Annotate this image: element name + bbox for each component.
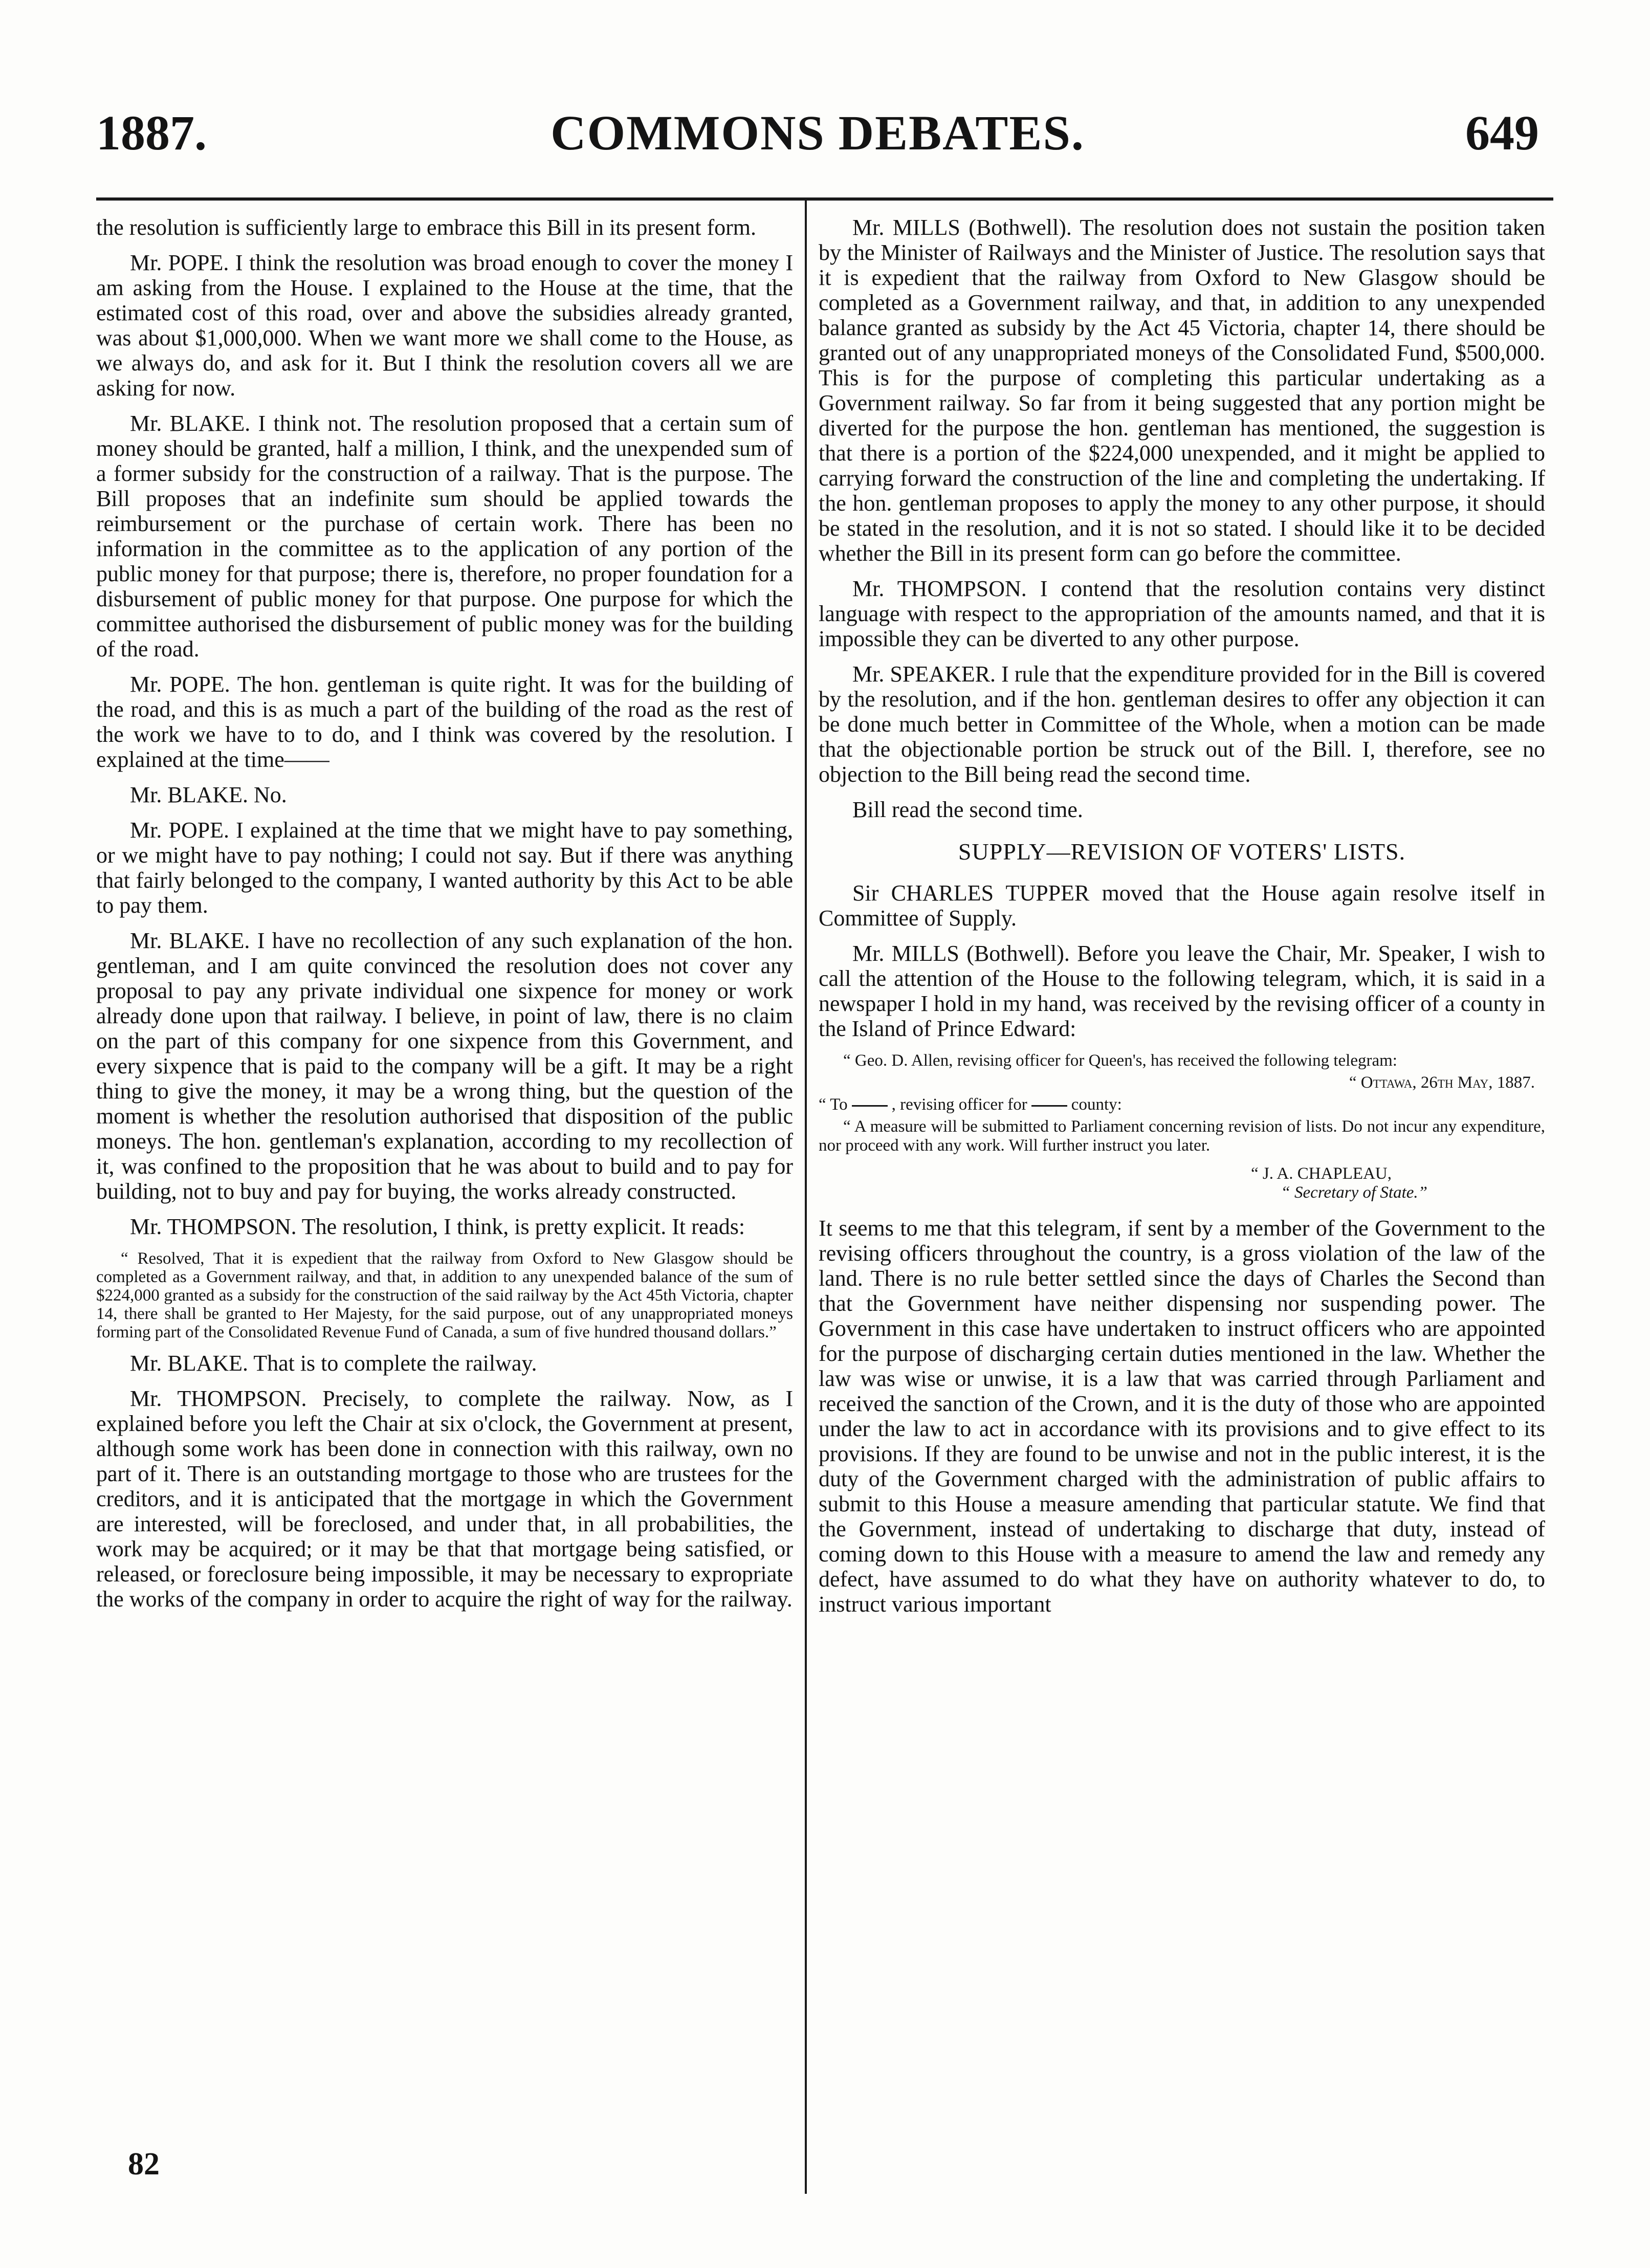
paragraph: Mr. POPE. I think the resolution was broad enough to cover the money I am asking from the House. I explained to the House at the time, that the estimated cost of this road, over and above the subsidies already granted, was about $1,000,000. When we want more we shall come to the House, as we always do, and ask for it. But I think the resolution covers all we are asking for now. [96,250,793,401]
paragraph: Mr. BLAKE. That is to complete the railway. [130,1351,537,1376]
telegram-to-mid: , revising officer for [891,1095,1027,1114]
right-column [819,215,1545,1627]
paragraph: Mr. BLAKE. I have no recollection of any such explanation of the hon. gentleman, and I am quite convinced the resolution does not cover any proposal to pay any private individual one sixpence for money or work already done upon that railway. I believe, in point of law, there is no claim on the part of this company for one sixpence from this Government, and every sixpence that is paid to the company will be a gift. It may be a right thing to give the money, it may be a wrong thing, but the question of the moment is whether the resolution authorised that disposition of the public moneys. The hon. gentleman's explanation, according to my recollection of it, was confined to the proposition that he was about to build and to pay for building, not to buy and pay for buying, the works already constructed. [96,928,793,1204]
telegram-body: “ A measure will be submitted to Parliament concerning revision of lists. Do not incur any expenditure, nor proceed with any work. Will further instruct you later. [819,1117,1545,1155]
paragraph: Mr. BLAKE. No. [130,782,287,807]
paragraph: It seems to me that this telegram, if sent by a member of the Government to the revising officers throughout the country, is a gross violation of the law of the land. There is no rule better settled since the days of Charles the Second than that the Government have neither dispensing nor suspending power. The Government in this case have undertaken to instruct officers who are appointed for the purpose of discharging certain duties mentioned in the law. Whether the law was wise or unwise, it is a law that was carried through Parliament and received the sanction of the Crown, and it is the duty of those who are appointed under the law to act in accordance with its provisions and to give effect to its provisions. If they are found to be unwise and not in the public interest, it is the duty of the Government charged with the administration of public affairs to submit to this House a measure amending that particular statute. We find that the Government, instead of undertaking to discharge that duty, instead of coming down to this House with a measure to amend the law and remedy any defect, have assumed to do what they have on authority whatever to do, to instruct various important [819,1216,1545,1617]
paragraph: Mr. MILLS (Bothwell). Before you leave the Chair, Mr. Speaker, I wish to call the attention of the House to the following telegram, which, it is said in a newspaper I hold in my hand, was received by the revising officer of a county in the Island of Prince Edward: [819,941,1545,1041]
telegram [819,1051,1545,1202]
blank-line [852,1105,888,1107]
telegram-signature-title: “ Secretary of State.” [1281,1183,1427,1202]
paragraph: Mr. THOMPSON. Precisely, to complete the railway. Now, as I explained before you left the Chair at six o'clock, the Government at present, although some work has been done in connection with this railway, own no part of it. There is an outstanding mortgage to those who are trustees for the creditors, and it is anticipated that the mortgage in which the Government are interested, will be foreclosed, and under that, in all probabilities, the work may be acquired; or it may be that that mortgage being satisfied, or released, or foreclosure being impossible, it may be necessary to expropriate the works of the company in order to acquire the right of way for the railway. [96,1386,793,1612]
paragraph: Mr. THOMPSON. I contend that the resolution contains very distinct language with respect to the appropriation of the amounts named, and that it is impossible they can be diverted to any other purpose. [819,576,1545,651]
blank-line [1031,1105,1067,1107]
header-rule [96,197,1553,201]
header-page-number: 649 [1465,105,1539,160]
telegram-addressee [819,1095,1545,1114]
section-heading: SUPPLY—REVISION OF VOTERS' LISTS. [958,839,1406,865]
header-year: 1887. [96,105,207,160]
telegram-to-suffix: county: [1071,1095,1122,1114]
paragraph: Bill read the second time. [852,797,1083,822]
telegram-signature: “ J. A. CHAPLEAU, [1250,1164,1392,1183]
telegram-intro: “ Geo. D. Allen, revising officer for Queen's, has received the following telegram: [843,1051,1397,1070]
telegram-to-prefix: “ To [819,1095,848,1114]
header-title: COMMONS DEBATES. [551,105,1085,160]
paragraph: the resolution is sufficiently large to embrace this Bill in its present form. [96,215,757,240]
left-column [96,215,793,1622]
column-divider [805,201,807,2194]
page-header [96,105,1539,161]
paragraph: Mr. BLAKE. I think not. The resolution proposed that a certain sum of money should be granted, half a million, I think, and the unexpended sum of a former subsidy for the construction of a railway. That is the purpose. The Bill proposes that an indefinite sum should be applied towards the reimbursement or the purchase of certain work. There has been no information in the committee as to the application of any portion of the public money for that purpose; there is, therefore, no proper foundation for a disbursement of public money for that purpose. One purpose for which the committee authorised the disbursement of public money was for the building of the road. [96,411,793,662]
paragraph: Mr. POPE. I explained at the time that we might have to pay something, or we might have to pay nothing; I could not say. But if there was anything that fairly belonged to the company, I wanted authority by this Act to be able to pay them. [96,818,793,918]
paragraph: Mr. SPEAKER. I rule that the expenditure provided for in the Bill is covered by the resolution, and if the hon. gentleman desires to offer any objection it can be done much better in Committee of the Whole, when a motion can be made that the objectionable portion be struck out of the Bill. I, therefore, see no objection to the Bill being read the second time. [819,662,1545,787]
footer-folio: 82 [128,2147,160,2182]
paragraph: Mr. THOMPSON. The resolution, I think, is pretty explicit. It reads: [130,1214,745,1239]
paragraph: Mr. MILLS (Bothwell). The resolution does not sustain the position taken by the Minister of Railways and the Minister of Justice. The resolution says that it is expedient that the railway from Oxford to New Glasgow should be completed as a Government railway, and that, in addition to any unexpended balance granted as subsidy by the Act 45 Victoria, chapter 14, there should be granted out of any unappropriated moneys of the Consolidated Fund, $500,000. This is for the purpose of completing this particular undertaking as a Government railway. So far from it being suggested that any portion might be diverted for the purpose the hon. gentleman has mentioned, the suggestion is that there is a portion of the $224,000 unexpended, and it might be applied to carrying forward the construction of the line and completing the undertaking. If the hon. gentleman proposes to apply the money to any other purpose, it should be stated in the resolution, and it is not so stated. I should like it to be decided whether the Bill in its present form can go before the committee. [819,215,1545,566]
telegram-dateline: “ Ottawa, 26th May, 1887. [1349,1073,1535,1092]
resolution-quote: “ Resolved, That it is expedient that the railway from Oxford to New Glasgow should be completed as a Government railway, and that, in addition to any unexpended balance of the sum of $224,000 granted as a subsidy for the construction of the said railway by the Act 45th Victoria, chapter 14, there shall be granted to Her Majesty, for the said purpose, out of any unappropriated moneys forming part of the Consolidated Revenue Fund of Canada, a sum of five hundred thousand dollars.” [96,1249,793,1341]
paragraph: Sir CHARLES TUPPER moved that the House again resolve itself in Committee of Supply. [819,880,1545,931]
paragraph: Mr. POPE. The hon. gentleman is quite right. It was for the building of the road, and this is as much a part of the building of the road as the rest of the work we have to to do, and I think was covered by the resolution. I explained at the time—— [96,672,793,772]
